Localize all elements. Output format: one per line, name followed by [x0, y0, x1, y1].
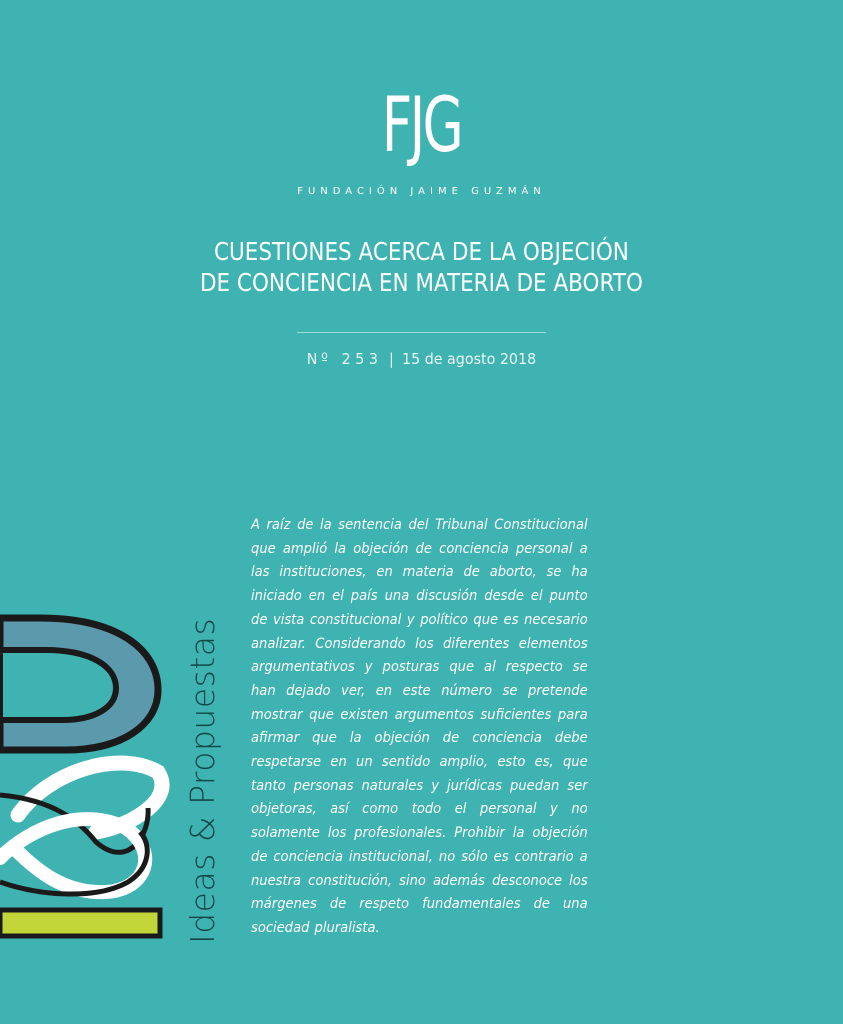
ip-ampersand-logo-icon [0, 600, 175, 945]
issue-info [34, 348, 810, 370]
issue-number: 253 [341, 350, 383, 368]
organization-name: FUNDACIÓN JAIME GUZMÁN [297, 186, 546, 197]
issue-separator: | [388, 350, 394, 368]
issue-date: 15 de agosto 2018 [402, 350, 537, 368]
fjg-logo: FJG [381, 80, 461, 169]
title-line-2: DE CONCIENCIA EN MATERIA DE ABORTO [199, 268, 643, 297]
issue-prefix: Nº [306, 350, 332, 368]
title-divider [297, 332, 546, 333]
title-line-1: CUESTIONES ACERCA DE LA OBJECIÓN [214, 237, 629, 266]
abstract-text: A raíz de la sentencia del Tribunal Constitucional que amplió la objeción de conciencia personal a las instituciones, en materia de aborto, se ha iniciado en el país una discusión desde el punto de vista constitucional y político que es necesario analizar. Considerando los diferentes elementos argumentativos y posturas que al respecto se han dejado ver, en este número se pretende mostrar que existen argumentos suficientes para afirmar que la objeción de conciencia debe respetarse en un sentido amplio, esto es, que tanto personas naturales y jurídicas puedan ser objetoras, así como todo el personal y no solamente los profesionales. Prohibir la objeción de conciencia institucional, no sólo es contrario a nuestra constitución, sino además desconoce los márgenes de respeto fundamentales de una sociedad pluralista. [251, 517, 588, 936]
document-title [59, 236, 784, 298]
series-label: Ideas & Propuestas [183, 617, 222, 944]
